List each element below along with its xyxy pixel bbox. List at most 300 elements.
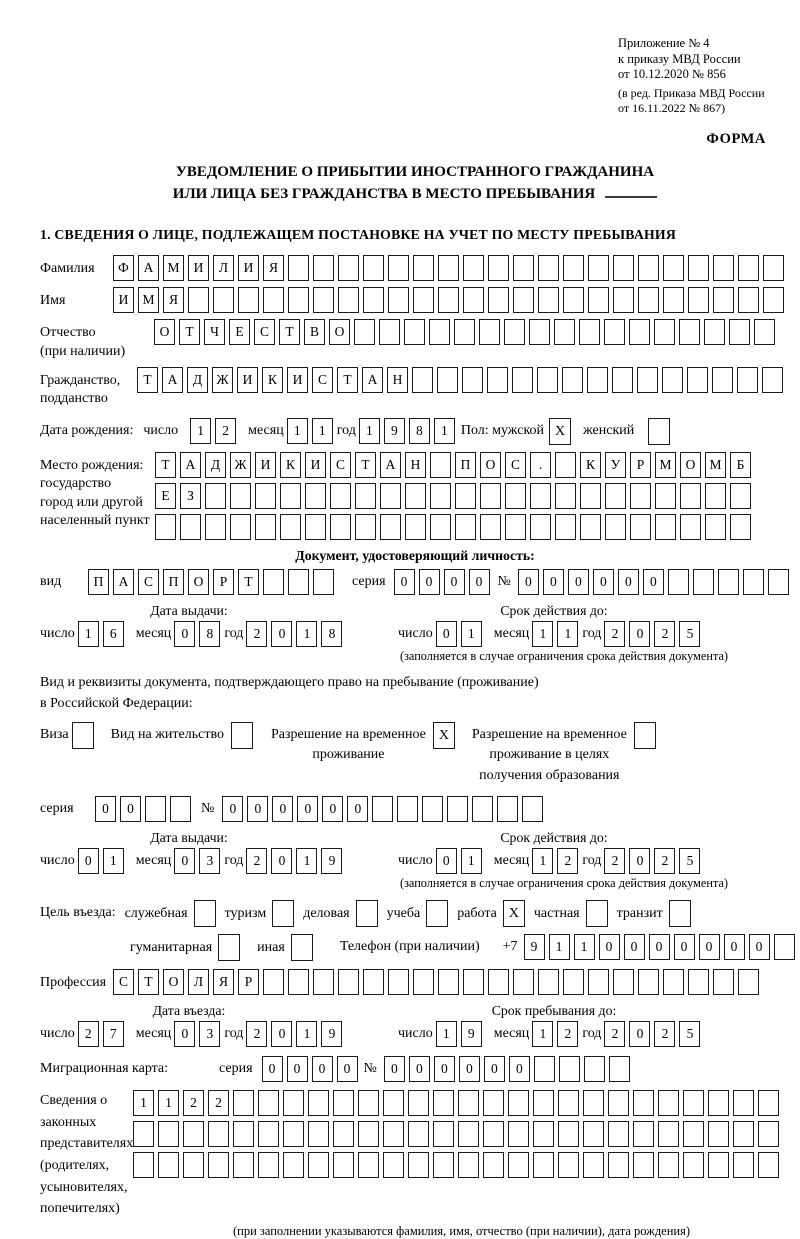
char-box[interactable] <box>413 287 434 313</box>
char-box[interactable] <box>408 1152 429 1178</box>
char-box[interactable] <box>630 514 651 540</box>
char-box[interactable]: Т <box>355 452 376 478</box>
char-box[interactable] <box>713 287 734 313</box>
char-box[interactable]: М <box>138 287 159 313</box>
char-box[interactable]: Е <box>155 483 176 509</box>
char-box[interactable] <box>205 514 226 540</box>
char-box[interactable] <box>133 1152 154 1178</box>
char-box[interactable] <box>333 1090 354 1116</box>
char-box[interactable] <box>555 514 576 540</box>
business-checkbox[interactable] <box>356 900 378 927</box>
char-box[interactable] <box>688 969 709 995</box>
char-box[interactable] <box>487 367 508 393</box>
char-box[interactable] <box>388 255 409 281</box>
char-box[interactable] <box>579 319 600 345</box>
char-box[interactable] <box>763 287 784 313</box>
char-box[interactable]: И <box>287 367 308 393</box>
char-box[interactable] <box>508 1090 529 1116</box>
char-box[interactable] <box>454 319 475 345</box>
char-box[interactable]: 0 <box>518 569 539 595</box>
char-box[interactable] <box>513 255 534 281</box>
char-box[interactable]: И <box>255 452 276 478</box>
char-box[interactable] <box>608 1152 629 1178</box>
char-box[interactable] <box>658 1090 679 1116</box>
tourism-checkbox[interactable] <box>272 900 294 927</box>
sex-male-checkbox[interactable]: X <box>549 418 571 445</box>
char-box[interactable] <box>588 255 609 281</box>
char-box[interactable]: 0 <box>262 1056 283 1082</box>
char-box[interactable] <box>683 1152 704 1178</box>
char-box[interactable]: Т <box>279 319 300 345</box>
char-box[interactable]: Р <box>238 969 259 995</box>
char-box[interactable]: 3 <box>199 848 220 874</box>
char-box[interactable] <box>383 1121 404 1147</box>
char-box[interactable]: 0 <box>543 569 564 595</box>
char-box[interactable]: 5 <box>679 1021 700 1047</box>
visa-checkbox[interactable] <box>72 722 94 749</box>
char-box[interactable] <box>379 319 400 345</box>
char-box[interactable] <box>763 255 784 281</box>
char-box[interactable]: Л <box>213 255 234 281</box>
char-box[interactable]: С <box>138 569 159 595</box>
char-box[interactable]: И <box>237 367 258 393</box>
char-box[interactable] <box>605 514 626 540</box>
char-box[interactable]: О <box>188 569 209 595</box>
char-box[interactable]: А <box>138 255 159 281</box>
char-box[interactable] <box>358 1152 379 1178</box>
char-box[interactable] <box>538 969 559 995</box>
char-box[interactable]: Т <box>138 969 159 995</box>
char-box[interactable]: 0 <box>459 1056 480 1082</box>
char-box[interactable] <box>430 514 451 540</box>
char-box[interactable] <box>774 934 795 960</box>
char-box[interactable] <box>230 483 251 509</box>
char-box[interactable]: 2 <box>246 621 267 647</box>
char-box[interactable]: 0 <box>419 569 440 595</box>
char-box[interactable]: 0 <box>247 796 268 822</box>
char-box[interactable]: 9 <box>461 1021 482 1047</box>
char-box[interactable] <box>233 1090 254 1116</box>
char-box[interactable]: 2 <box>215 418 236 444</box>
char-box[interactable] <box>713 969 734 995</box>
char-box[interactable]: О <box>163 969 184 995</box>
char-box[interactable] <box>483 1121 504 1147</box>
char-box[interactable] <box>433 1090 454 1116</box>
char-box[interactable]: Я <box>163 287 184 313</box>
char-box[interactable]: 0 <box>271 1021 292 1047</box>
sex-female-checkbox[interactable] <box>648 418 670 445</box>
char-box[interactable]: 0 <box>347 796 368 822</box>
char-box[interactable] <box>538 287 559 313</box>
char-box[interactable]: Р <box>630 452 651 478</box>
char-box[interactable] <box>333 1121 354 1147</box>
char-box[interactable]: 0 <box>618 569 639 595</box>
char-box[interactable]: Я <box>213 969 234 995</box>
char-box[interactable] <box>743 569 764 595</box>
char-box[interactable] <box>537 367 558 393</box>
char-box[interactable] <box>730 483 751 509</box>
char-box[interactable]: 9 <box>321 848 342 874</box>
char-box[interactable]: 0 <box>724 934 745 960</box>
char-box[interactable]: 0 <box>174 1021 195 1047</box>
work-checkbox[interactable]: X <box>503 900 525 927</box>
char-box[interactable]: 2 <box>604 1021 625 1047</box>
char-box[interactable]: 2 <box>78 1021 99 1047</box>
char-box[interactable] <box>693 569 714 595</box>
char-box[interactable] <box>758 1090 779 1116</box>
private-checkbox[interactable] <box>586 900 608 927</box>
char-box[interactable]: Т <box>337 367 358 393</box>
char-box[interactable] <box>463 287 484 313</box>
char-box[interactable] <box>283 1090 304 1116</box>
char-box[interactable]: Ж <box>230 452 251 478</box>
char-box[interactable] <box>408 1121 429 1147</box>
char-box[interactable]: 2 <box>557 1021 578 1047</box>
char-box[interactable] <box>263 287 284 313</box>
char-box[interactable] <box>558 1121 579 1147</box>
char-box[interactable]: 1 <box>287 418 308 444</box>
char-box[interactable]: 9 <box>524 934 545 960</box>
char-box[interactable] <box>255 483 276 509</box>
char-box[interactable] <box>438 287 459 313</box>
char-box[interactable]: 0 <box>436 848 457 874</box>
char-box[interactable] <box>554 319 575 345</box>
char-box[interactable] <box>758 1152 779 1178</box>
char-box[interactable]: С <box>312 367 333 393</box>
char-box[interactable]: 0 <box>469 569 490 595</box>
char-box[interactable]: 1 <box>103 848 124 874</box>
humanitarian-checkbox[interactable] <box>218 934 240 961</box>
char-box[interactable]: 0 <box>174 621 195 647</box>
char-box[interactable] <box>633 1090 654 1116</box>
char-box[interactable] <box>258 1152 279 1178</box>
char-box[interactable] <box>483 1152 504 1178</box>
char-box[interactable] <box>505 514 526 540</box>
char-box[interactable] <box>355 483 376 509</box>
char-box[interactable] <box>680 483 701 509</box>
char-box[interactable] <box>422 796 443 822</box>
char-box[interactable] <box>480 514 501 540</box>
business-trip-checkbox[interactable] <box>194 900 216 927</box>
char-box[interactable]: 0 <box>174 848 195 874</box>
char-box[interactable] <box>429 319 450 345</box>
char-box[interactable] <box>529 319 550 345</box>
char-box[interactable]: 0 <box>271 621 292 647</box>
char-box[interactable]: 1 <box>296 621 317 647</box>
char-box[interactable]: С <box>505 452 526 478</box>
char-box[interactable] <box>408 1090 429 1116</box>
char-box[interactable] <box>737 367 758 393</box>
char-box[interactable]: С <box>330 452 351 478</box>
char-box[interactable] <box>283 1121 304 1147</box>
char-box[interactable] <box>233 1121 254 1147</box>
char-box[interactable] <box>288 287 309 313</box>
char-box[interactable] <box>155 514 176 540</box>
char-box[interactable] <box>158 1121 179 1147</box>
char-box[interactable] <box>663 969 684 995</box>
char-box[interactable]: 2 <box>208 1090 229 1116</box>
char-box[interactable] <box>733 1090 754 1116</box>
char-box[interactable]: 5 <box>679 621 700 647</box>
char-box[interactable] <box>668 569 689 595</box>
study-checkbox[interactable] <box>426 900 448 927</box>
char-box[interactable] <box>397 796 418 822</box>
char-box[interactable]: 0 <box>629 848 650 874</box>
char-box[interactable] <box>280 483 301 509</box>
char-box[interactable]: Т <box>179 319 200 345</box>
char-box[interactable] <box>688 287 709 313</box>
residence-permit-checkbox[interactable] <box>231 722 253 749</box>
char-box[interactable]: М <box>655 452 676 478</box>
char-box[interactable]: 0 <box>78 848 99 874</box>
char-box[interactable] <box>705 483 726 509</box>
char-box[interactable] <box>383 1152 404 1178</box>
char-box[interactable]: 2 <box>246 1021 267 1047</box>
char-box[interactable]: Я <box>263 255 284 281</box>
char-box[interactable] <box>283 1152 304 1178</box>
char-box[interactable]: Н <box>387 367 408 393</box>
char-box[interactable] <box>405 514 426 540</box>
char-box[interactable] <box>180 514 201 540</box>
char-box[interactable] <box>308 1121 329 1147</box>
char-box[interactable] <box>638 255 659 281</box>
char-box[interactable]: 2 <box>654 848 675 874</box>
char-box[interactable] <box>708 1090 729 1116</box>
char-box[interactable] <box>358 1090 379 1116</box>
char-box[interactable]: Е <box>229 319 250 345</box>
char-box[interactable] <box>655 514 676 540</box>
char-box[interactable] <box>458 1090 479 1116</box>
char-box[interactable] <box>263 569 284 595</box>
char-box[interactable] <box>280 514 301 540</box>
char-box[interactable] <box>583 1090 604 1116</box>
char-box[interactable] <box>638 969 659 995</box>
char-box[interactable] <box>430 452 451 478</box>
char-box[interactable] <box>183 1152 204 1178</box>
char-box[interactable]: Д <box>187 367 208 393</box>
char-box[interactable] <box>505 483 526 509</box>
char-box[interactable]: 0 <box>297 796 318 822</box>
char-box[interactable]: И <box>238 255 259 281</box>
char-box[interactable] <box>208 1121 229 1147</box>
char-box[interactable] <box>638 287 659 313</box>
char-box[interactable]: Ч <box>204 319 225 345</box>
char-box[interactable] <box>437 367 458 393</box>
char-box[interactable]: О <box>680 452 701 478</box>
char-box[interactable]: 2 <box>557 848 578 874</box>
char-box[interactable] <box>488 255 509 281</box>
char-box[interactable]: 0 <box>287 1056 308 1082</box>
char-box[interactable]: М <box>163 255 184 281</box>
char-box[interactable]: М <box>705 452 726 478</box>
char-box[interactable] <box>388 287 409 313</box>
char-box[interactable] <box>609 1056 630 1082</box>
char-box[interactable]: А <box>362 367 383 393</box>
char-box[interactable]: 1 <box>436 1021 457 1047</box>
char-box[interactable]: 0 <box>271 848 292 874</box>
char-box[interactable]: 0 <box>384 1056 405 1082</box>
char-box[interactable] <box>258 1090 279 1116</box>
char-box[interactable] <box>313 569 334 595</box>
char-box[interactable] <box>687 367 708 393</box>
char-box[interactable]: 0 <box>629 1021 650 1047</box>
char-box[interactable] <box>413 255 434 281</box>
char-box[interactable] <box>633 1121 654 1147</box>
char-box[interactable] <box>372 796 393 822</box>
char-box[interactable] <box>558 1090 579 1116</box>
char-box[interactable] <box>308 1152 329 1178</box>
char-box[interactable]: Н <box>405 452 426 478</box>
char-box[interactable] <box>483 1090 504 1116</box>
char-box[interactable] <box>488 287 509 313</box>
char-box[interactable] <box>534 1056 555 1082</box>
char-box[interactable] <box>463 255 484 281</box>
char-box[interactable] <box>479 319 500 345</box>
char-box[interactable] <box>433 1152 454 1178</box>
char-box[interactable]: О <box>329 319 350 345</box>
char-box[interactable]: 0 <box>624 934 645 960</box>
char-box[interactable] <box>533 1152 554 1178</box>
char-box[interactable]: Б <box>730 452 751 478</box>
char-box[interactable]: 0 <box>322 796 343 822</box>
char-box[interactable] <box>133 1121 154 1147</box>
char-box[interactable] <box>688 255 709 281</box>
char-box[interactable] <box>654 319 675 345</box>
char-box[interactable] <box>338 969 359 995</box>
char-box[interactable] <box>412 367 433 393</box>
char-box[interactable] <box>713 255 734 281</box>
char-box[interactable] <box>605 483 626 509</box>
char-box[interactable]: П <box>88 569 109 595</box>
char-box[interactable]: А <box>113 569 134 595</box>
char-box[interactable] <box>313 255 334 281</box>
char-box[interactable] <box>730 514 751 540</box>
char-box[interactable] <box>608 1090 629 1116</box>
char-box[interactable]: И <box>188 255 209 281</box>
char-box[interactable] <box>433 1121 454 1147</box>
char-box[interactable]: 0 <box>434 1056 455 1082</box>
char-box[interactable] <box>330 514 351 540</box>
char-box[interactable]: А <box>380 452 401 478</box>
char-box[interactable] <box>555 452 576 478</box>
char-box[interactable] <box>463 969 484 995</box>
char-box[interactable]: 0 <box>394 569 415 595</box>
char-box[interactable] <box>712 367 733 393</box>
char-box[interactable] <box>680 514 701 540</box>
char-box[interactable] <box>613 255 634 281</box>
char-box[interactable] <box>587 367 608 393</box>
char-box[interactable] <box>288 569 309 595</box>
char-box[interactable] <box>555 483 576 509</box>
char-box[interactable]: 0 <box>568 569 589 595</box>
char-box[interactable] <box>455 514 476 540</box>
char-box[interactable] <box>562 367 583 393</box>
char-box[interactable] <box>145 796 166 822</box>
char-box[interactable]: 1 <box>133 1090 154 1116</box>
char-box[interactable]: К <box>280 452 301 478</box>
transit-checkbox[interactable] <box>669 900 691 927</box>
char-box[interactable]: Ж <box>212 367 233 393</box>
char-box[interactable]: И <box>305 452 326 478</box>
char-box[interactable]: Д <box>205 452 226 478</box>
char-box[interactable]: 0 <box>337 1056 358 1082</box>
char-box[interactable] <box>588 287 609 313</box>
char-box[interactable]: 1 <box>190 418 211 444</box>
char-box[interactable] <box>704 319 725 345</box>
char-box[interactable]: 2 <box>246 848 267 874</box>
char-box[interactable] <box>288 969 309 995</box>
char-box[interactable] <box>288 255 309 281</box>
char-box[interactable]: А <box>162 367 183 393</box>
char-box[interactable]: 0 <box>95 796 116 822</box>
char-box[interactable] <box>708 1152 729 1178</box>
char-box[interactable] <box>188 287 209 313</box>
char-box[interactable]: 1 <box>574 934 595 960</box>
char-box[interactable]: П <box>455 452 476 478</box>
char-box[interactable] <box>513 287 534 313</box>
char-box[interactable] <box>583 1121 604 1147</box>
char-box[interactable] <box>308 1090 329 1116</box>
char-box[interactable] <box>205 483 226 509</box>
char-box[interactable]: 1 <box>434 418 455 444</box>
char-box[interactable]: 0 <box>749 934 770 960</box>
char-box[interactable] <box>305 483 326 509</box>
char-box[interactable]: С <box>113 969 134 995</box>
char-box[interactable]: 1 <box>557 621 578 647</box>
char-box[interactable] <box>455 483 476 509</box>
char-box[interactable] <box>558 1152 579 1178</box>
char-box[interactable] <box>458 1152 479 1178</box>
char-box[interactable] <box>504 319 525 345</box>
char-box[interactable]: В <box>304 319 325 345</box>
char-box[interactable]: Р <box>213 569 234 595</box>
char-box[interactable] <box>263 969 284 995</box>
char-box[interactable] <box>230 514 251 540</box>
char-box[interactable] <box>762 367 783 393</box>
char-box[interactable] <box>338 287 359 313</box>
char-box[interactable] <box>305 514 326 540</box>
char-box[interactable]: 1 <box>549 934 570 960</box>
char-box[interactable]: 0 <box>629 621 650 647</box>
char-box[interactable] <box>563 969 584 995</box>
char-box[interactable] <box>738 969 759 995</box>
char-box[interactable] <box>604 319 625 345</box>
char-box[interactable]: 0 <box>436 621 457 647</box>
char-box[interactable] <box>313 287 334 313</box>
char-box[interactable] <box>683 1121 704 1147</box>
char-box[interactable]: 8 <box>409 418 430 444</box>
char-box[interactable]: Л <box>188 969 209 995</box>
char-box[interactable] <box>580 514 601 540</box>
char-box[interactable] <box>472 796 493 822</box>
char-box[interactable] <box>413 969 434 995</box>
char-box[interactable] <box>538 255 559 281</box>
char-box[interactable]: 2 <box>183 1090 204 1116</box>
char-box[interactable] <box>497 796 518 822</box>
char-box[interactable] <box>559 1056 580 1082</box>
char-box[interactable] <box>183 1121 204 1147</box>
char-box[interactable]: К <box>262 367 283 393</box>
char-box[interactable] <box>488 969 509 995</box>
char-box[interactable] <box>679 319 700 345</box>
char-box[interactable] <box>208 1152 229 1178</box>
char-box[interactable]: 1 <box>158 1090 179 1116</box>
char-box[interactable] <box>733 1152 754 1178</box>
temporary-residence-education-checkbox[interactable] <box>634 722 656 749</box>
char-box[interactable]: . <box>530 452 551 478</box>
char-box[interactable] <box>583 1152 604 1178</box>
char-box[interactable]: 1 <box>461 621 482 647</box>
